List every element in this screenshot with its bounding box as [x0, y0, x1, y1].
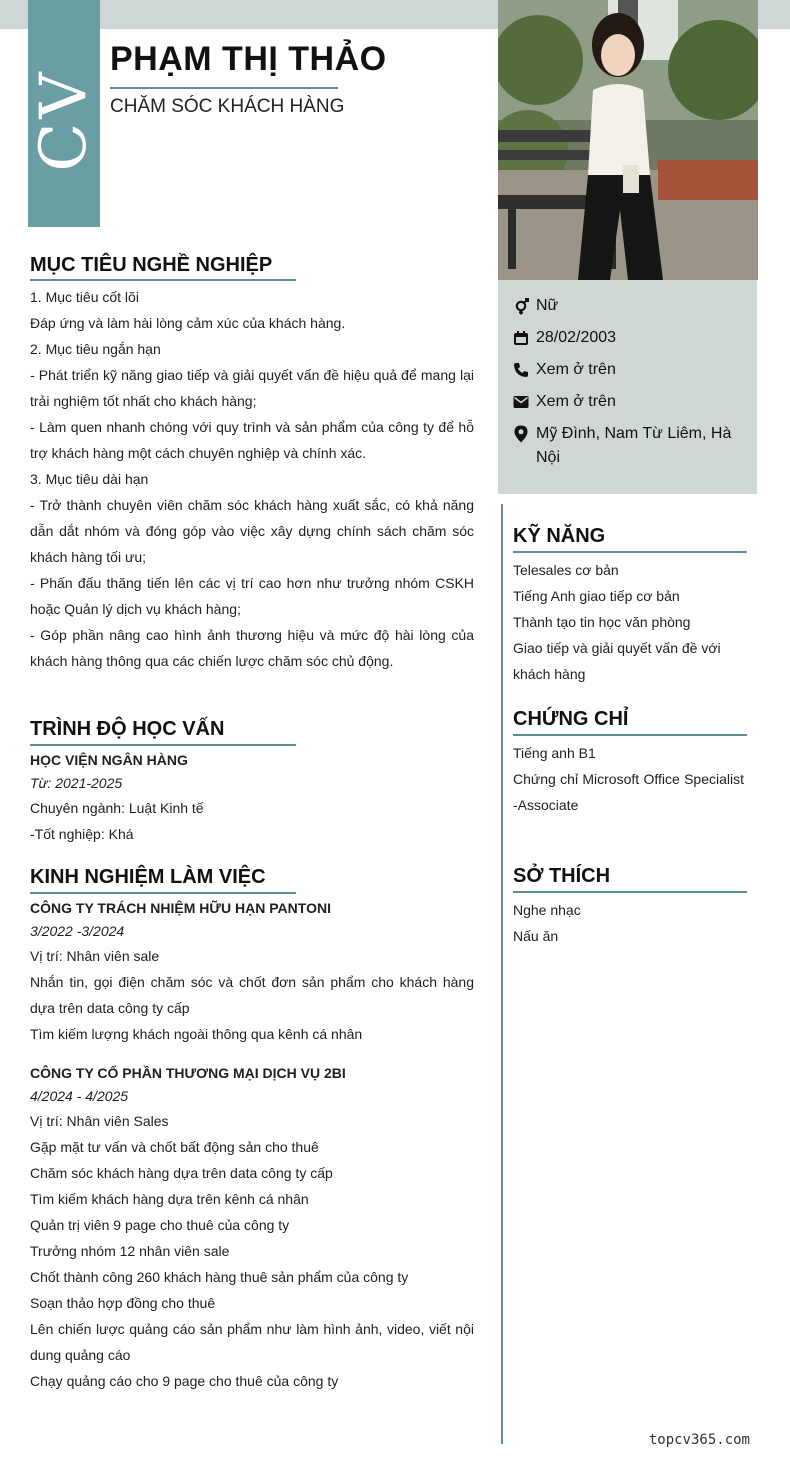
objective-line: 3. Mục tiêu dài hạn: [30, 471, 149, 487]
education-major: Chuyên ngành: Luật Kinh tế: [30, 800, 204, 816]
location-icon: [512, 422, 530, 446]
company-name: CÔNG TY TRÁCH NHIỆM HỮU HẠN PANTONI: [30, 900, 331, 916]
experience-rule: [30, 892, 296, 894]
objective-line: - Phát triển kỹ năng giao tiếp và giải quyết vấn đề hiệu quả để mang lại trải nghiệm tốt nhất cho khách hàng;: [30, 367, 474, 409]
job-entry: [30, 1061, 474, 1394]
experience-title: KINH NGHIỆM LÀM VIỆC: [30, 866, 266, 888]
birthday-row: [512, 326, 742, 350]
contact-panel: [498, 280, 757, 494]
skill-item: Telesales cơ bản: [513, 562, 619, 578]
certificates-title: CHỨNG CHỈ: [513, 708, 629, 730]
objective-rule: [30, 279, 296, 281]
phone-value: Xem ở trên: [536, 361, 616, 378]
job-line: Gặp mặt tư vấn và chốt bất động sản cho thuê: [30, 1139, 319, 1155]
email-icon: [512, 390, 530, 414]
job-line: Lên chiến lược quảng cáo sản phẩm như làm hình ảnh, video, viết nội dung quảng cáo: [30, 1321, 474, 1363]
email-row: [512, 390, 742, 414]
hobby-item: Nấu ăn: [513, 928, 559, 944]
gender-value: Nữ: [536, 297, 559, 314]
phone-row: [512, 358, 742, 382]
certificates-rule: [513, 734, 747, 736]
skill-item: Giao tiếp và giải quyết vấn đề với khách hàng: [513, 640, 721, 682]
hobby-item: Nghe nhạc: [513, 902, 581, 918]
job-entry: [30, 896, 474, 1047]
objective-line: - Trở thành chuyên viên chăm sóc khách hàng xuất sắc, có khả năng dẫn dắt nhóm và đóng góp vào việc xây dựng chính sách chăm sóc khách hàng tối ưu;: [30, 497, 474, 565]
job-title: CHĂM SÓC KHÁCH HÀNG: [110, 96, 345, 117]
job-line: Chăm sóc khách hàng dựa trên data công ty cấp: [30, 1165, 333, 1181]
job-line: Quản trị viên 9 page cho thuê của công ty: [30, 1217, 290, 1233]
email-value: Xem ở trên: [536, 393, 616, 410]
gender-icon: [512, 294, 530, 318]
objective-line: - Góp phần nâng cao hình ảnh thương hiệu và mức độ hài lòng của khách hàng thông qua các chiến lược chăm sóc chủ động.: [30, 627, 474, 669]
certificates-list: [513, 740, 744, 818]
job-period: 3/2022 -3/2024: [30, 923, 125, 939]
job-period: 4/2024 - 4/2025: [30, 1088, 129, 1104]
education-result: -Tốt nghiệp: Khá: [30, 826, 134, 842]
gender-row: [512, 294, 742, 318]
skill-item: Tiếng Anh giao tiếp cơ bản: [513, 588, 680, 604]
phone-icon: [512, 358, 530, 382]
hobbies-list: [513, 897, 744, 949]
company-name: CÔNG TY CỔ PHẦN THƯƠNG MẠI DỊCH VỤ 2BI: [30, 1065, 346, 1081]
job-line: Vị trí: Nhân viên sale: [30, 948, 160, 964]
education-title: TRÌNH ĐỘ HỌC VẤN: [30, 718, 225, 740]
job-line: Trưởng nhóm 12 nhân viên sale: [30, 1243, 230, 1259]
objective-line: - Phấn đấu thăng tiến lên các vị trí cao hơn như trưởng nhóm CSKH hoặc Quản lý dịch vụ khách hàng;: [30, 575, 474, 617]
education-body: [30, 748, 474, 847]
objective-body: [30, 284, 474, 674]
profile-photo: [498, 0, 758, 280]
certificate-item: Chứng chỉ Microsoft Office Specialist -Associate: [513, 771, 744, 813]
education-period: Từ: 2021-2025: [30, 775, 123, 791]
skill-item: Thành tạo tin học văn phòng: [513, 614, 691, 630]
objective-line: - Làm quen nhanh chóng với quy trình và sản phẩm của công ty để hỗ trợ khách hàng một cách chuyên nghiệp và chính xác.: [30, 419, 474, 461]
skills-title: KỸ NĂNG: [513, 525, 606, 547]
hobbies-rule: [513, 891, 747, 893]
school-name: HỌC VIỆN NGÂN HÀNG: [30, 752, 188, 768]
job-line: Chạy quảng cáo cho 9 page cho thuê của công ty: [30, 1373, 339, 1389]
job-line: Chốt thành công 260 khách hàng thuê sản phẩm của công ty: [30, 1269, 409, 1285]
job-line: Vị trí: Nhân viên Sales: [30, 1113, 169, 1129]
education-rule: [30, 744, 296, 746]
address-value: Mỹ Đình, Nam Từ Liêm, Hà Nội: [536, 425, 732, 466]
name-divider: [110, 87, 338, 89]
job-line: Soạn thảo hợp đồng cho thuê: [30, 1295, 216, 1311]
job-line: Tìm kiếm khách hàng dựa trên kênh cá nhân: [30, 1191, 309, 1207]
objective-title: MỤC TIÊU NGHỀ NGHIỆP: [30, 254, 273, 276]
objective-line: 2. Mục tiêu ngắn hạn: [30, 341, 161, 357]
column-divider: [501, 504, 503, 1444]
skills-rule: [513, 551, 747, 553]
skills-list: [513, 557, 744, 687]
footer-watermark: topcv365.com: [648, 1432, 750, 1448]
job-line: Tìm kiếm lượng khách ngoài thông qua kênh cá nhân: [30, 1026, 363, 1042]
certificate-item: Tiếng anh B1: [513, 745, 596, 761]
calendar-icon: [512, 326, 530, 350]
hobbies-title: SỞ THÍCH: [513, 865, 611, 887]
job-line: Nhắn tin, gọi điện chăm sóc và chốt đơn sản phẩm cho khách hàng dựa trên data công ty cấp: [30, 974, 474, 1016]
objective-line: Đáp ứng và làm hài lòng cảm xúc của khách hàng.: [30, 315, 346, 331]
birthday-value: 28/02/2003: [536, 329, 617, 346]
address-row: [512, 422, 742, 470]
cv-mark: CV: [27, 68, 101, 172]
candidate-name: PHẠM THỊ THẢO: [110, 40, 387, 78]
objective-line: 1. Mục tiêu cốt lõi: [30, 289, 139, 305]
